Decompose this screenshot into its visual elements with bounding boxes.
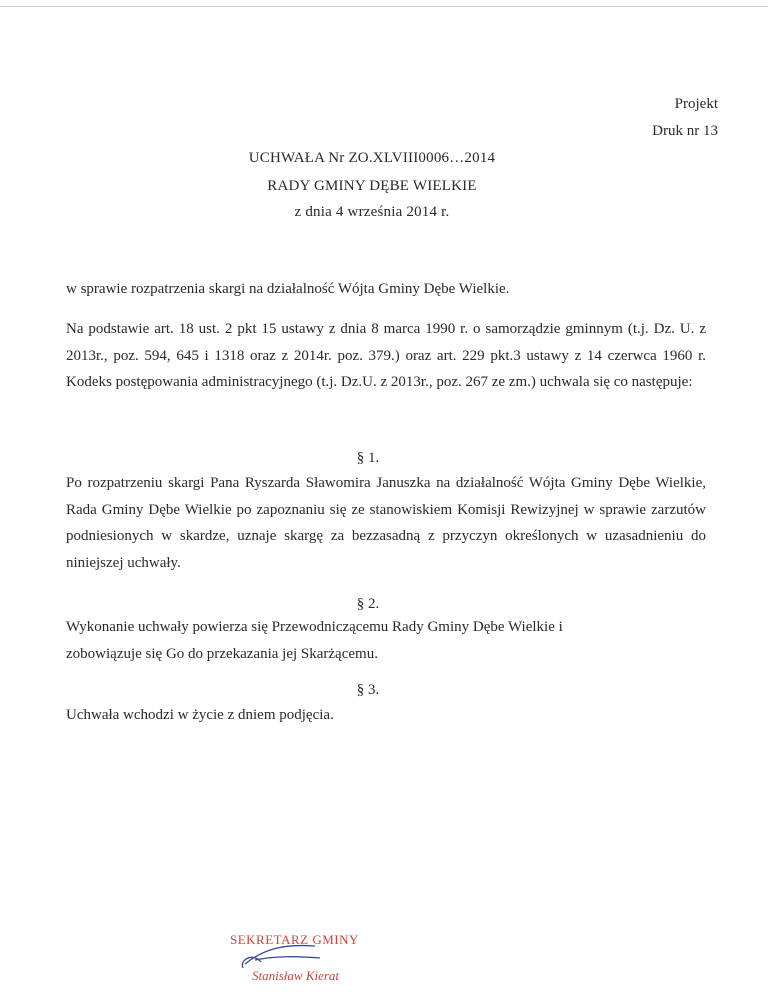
section-2-text: Wykonanie uchwały powierza się Przewodniczącemu Rady Gminy Dębe Wielkie i zobowiązuje się Go do przekazania jej Skarżącemu. — [66, 619, 563, 662]
stamp-title: SEKRETARZ GMINY — [230, 932, 359, 947]
section-3-label: § 3. — [356, 682, 380, 698]
scan-edge-line — [0, 6, 768, 7]
section-1-text: Po rozpatrzeniu skargi Pana Ryszarda Sławomira Januszka na działalność Wójta Gminy Dębe Wielkie, Rada Gminy Dębe Wielkie po zapoznaniu się ze stanowiskiem Komisji Rewizyjnej w sprawie zarzutów podniesionych w skardze, uznaje skargę za bezzasadną z przyczyn określonych w uzasadnieniu do niniejszej uchwały. — [66, 475, 706, 571]
stamp-name: Stanisław Kierat — [252, 968, 340, 983]
resolution-date: z dnia 4 września 2014 r. — [294, 204, 450, 220]
section-1-label: § 1. — [356, 450, 380, 466]
council-name: RADY GMINY DĘBE WIELKIE — [267, 178, 477, 194]
project-label: Projekt — [674, 96, 718, 112]
signature-icon — [225, 938, 345, 972]
legal-basis: Na podstawie art. 18 ust. 2 pkt 15 ustawy z dnia 8 marca 1990 r. o samorządzie gminnym (t.j. Dz. U. z 2013r., poz. 594, 645 i 1318 oraz z 2014r. poz. 379.) oraz art. 229 pkt.3 ustawy z 14 czerwca 1960 r. Kodeks postępowania administracyjnego (t.j. Dz.U. z 2013r., poz. 267 ze zm.) uchwala się co następuje: — [66, 321, 706, 390]
resolution-number: UCHWAŁA Nr ZO.XLVIII0006…2014 — [248, 150, 496, 166]
resolution-subject: w sprawie rozpatrzenia skargi na działalność Wójta Gminy Dębe Wielkie. — [66, 281, 510, 297]
section-3-text: Uchwała wchodzi w życie z dniem podjęcia. — [66, 707, 334, 723]
print-number: Druk nr 13 — [652, 123, 718, 139]
section-2-label: § 2. — [356, 596, 380, 612]
